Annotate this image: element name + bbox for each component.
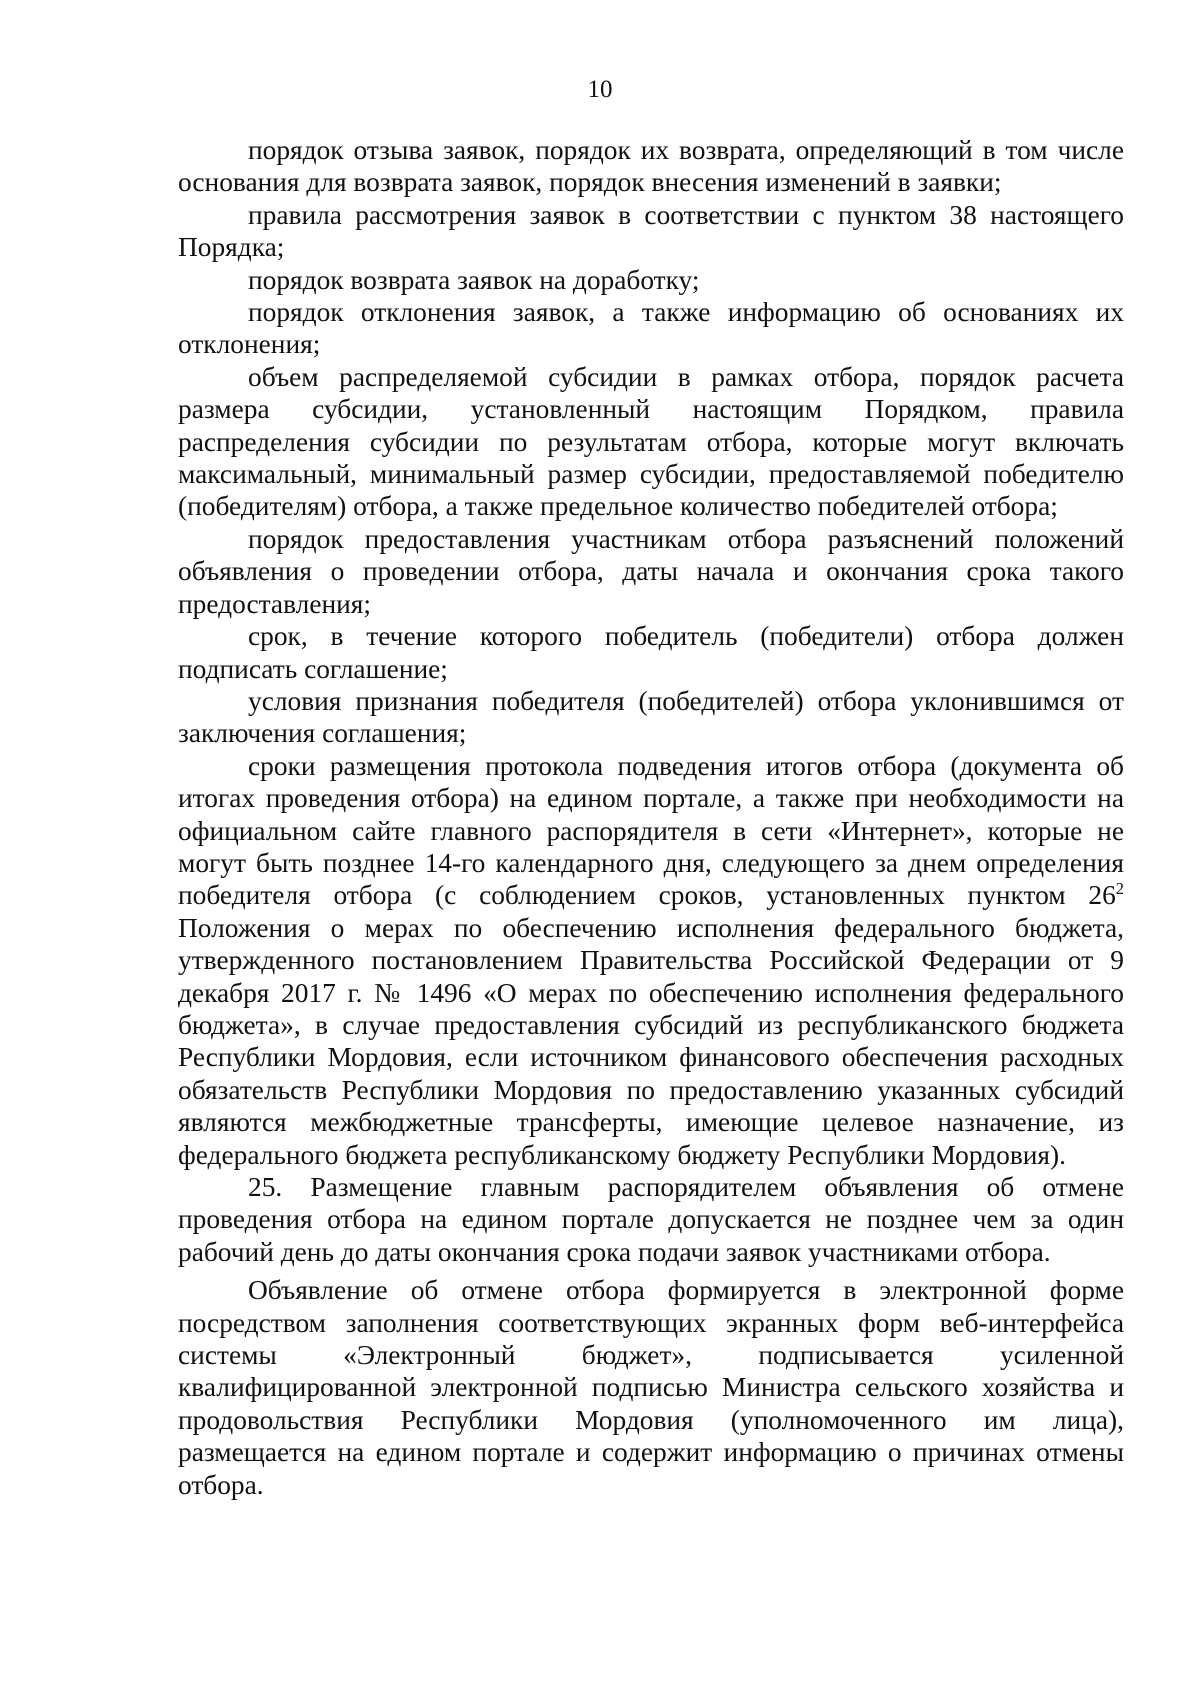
page-number: 10 [587,76,613,103]
document-body [178,134,1124,1501]
paragraph-agreement-deadline: срок, в течение которого победитель (победители) отбора должен подписать соглашение; [178,621,1124,684]
paragraph-protocol-publication [178,750,1124,1171]
paragraph-review-rules: правила рассмотрения заявок в соответствии с пунктом 38 настоящего Порядка; [178,199,1124,263]
paragraph-withdrawal-procedure: порядок отзыва заявок, порядок их возврата, определяющий в том числе основания для возврата заявок, порядок внесения изменений в заявки; [178,135,1124,198]
protocol-text-part-1: сроки размещения протокола подведения итогов отбора (документа об итогах проведения отбора) на едином портале, а также при необходимости на официальном сайте главного распорядителя в сети «Интернет», которые не могут быть позднее 14-го календарного дня, следующего за днем определения победителя отбора (с соблюдением сроков, установленных пунктом 26 [178,750,1124,911]
superscript-mark: 2 [1115,879,1124,899]
paragraph-cancellation-point-25: 25. Размещение главным распорядителем объявления об отмене проведения отбора на едином портале допускается не позднее чем за один рабочий день до даты окончания срока подачи заявок участниками отбора. [178,1172,1124,1267]
paragraph-cancellation-announcement: Объявление об отмене отбора формируется в электронной форме посредством заполнения соответствующих экранных форм веб-интерфейса системы «Электронный бюджет», подписывается усиленной квалифицированной электронной подписью Министра сельского хозяйства и продовольствия Республики Мордовия (уполномоченного им лица), размещается на едином портале и содержит информацию о причинах отмены отбора. [178,1275,1124,1500]
paragraph-evasion-conditions: условия признания победителя (победителей) отбора уклонившимся от заключения соглашения; [178,685,1124,749]
paragraph-return-for-revision: порядок возврата заявок на доработку; [248,264,700,295]
paragraph-subsidy-volume: объем распределяемой субсидии в рамках отбора, порядок расчета размера субсидии, установленный настоящим Порядком, правила распределения субсидии по результатам отбора, которые могут включать максимальный, минимальный размер субсидии, предоставляемой победителю (победителям) отбора, а также предельное количество победителей отбора; [178,361,1124,522]
paragraph-rejection-procedure: порядок отклонения заявок, а также информацию об основаниях их отклонения; [178,297,1124,360]
paragraph-clarifications: порядок предоставления участникам отбора разъяснений положений объявления о проведении отбора, даты начала и окончания срока такого предоставления; [178,523,1124,619]
protocol-text-part-2: Положения о мерах по обеспечению исполнения федерального бюджета, утвержденного постановлением Правительства Российской Федерации от 9 декабря 2017 г. № 1496 «О мерах по обеспечению исполнения федерального бюджета», в случае предоставления субсидий из республиканского бюджета Республики Мордовия, если источником финансового обеспечения расходных обязательств Республики Мордовия по предоставлению указанных субсидий являются межбюджетные трансферты, имеющие целевое назначение, из федерального бюджета республиканскому бюджету Республики Мордовия). [178,912,1124,1170]
